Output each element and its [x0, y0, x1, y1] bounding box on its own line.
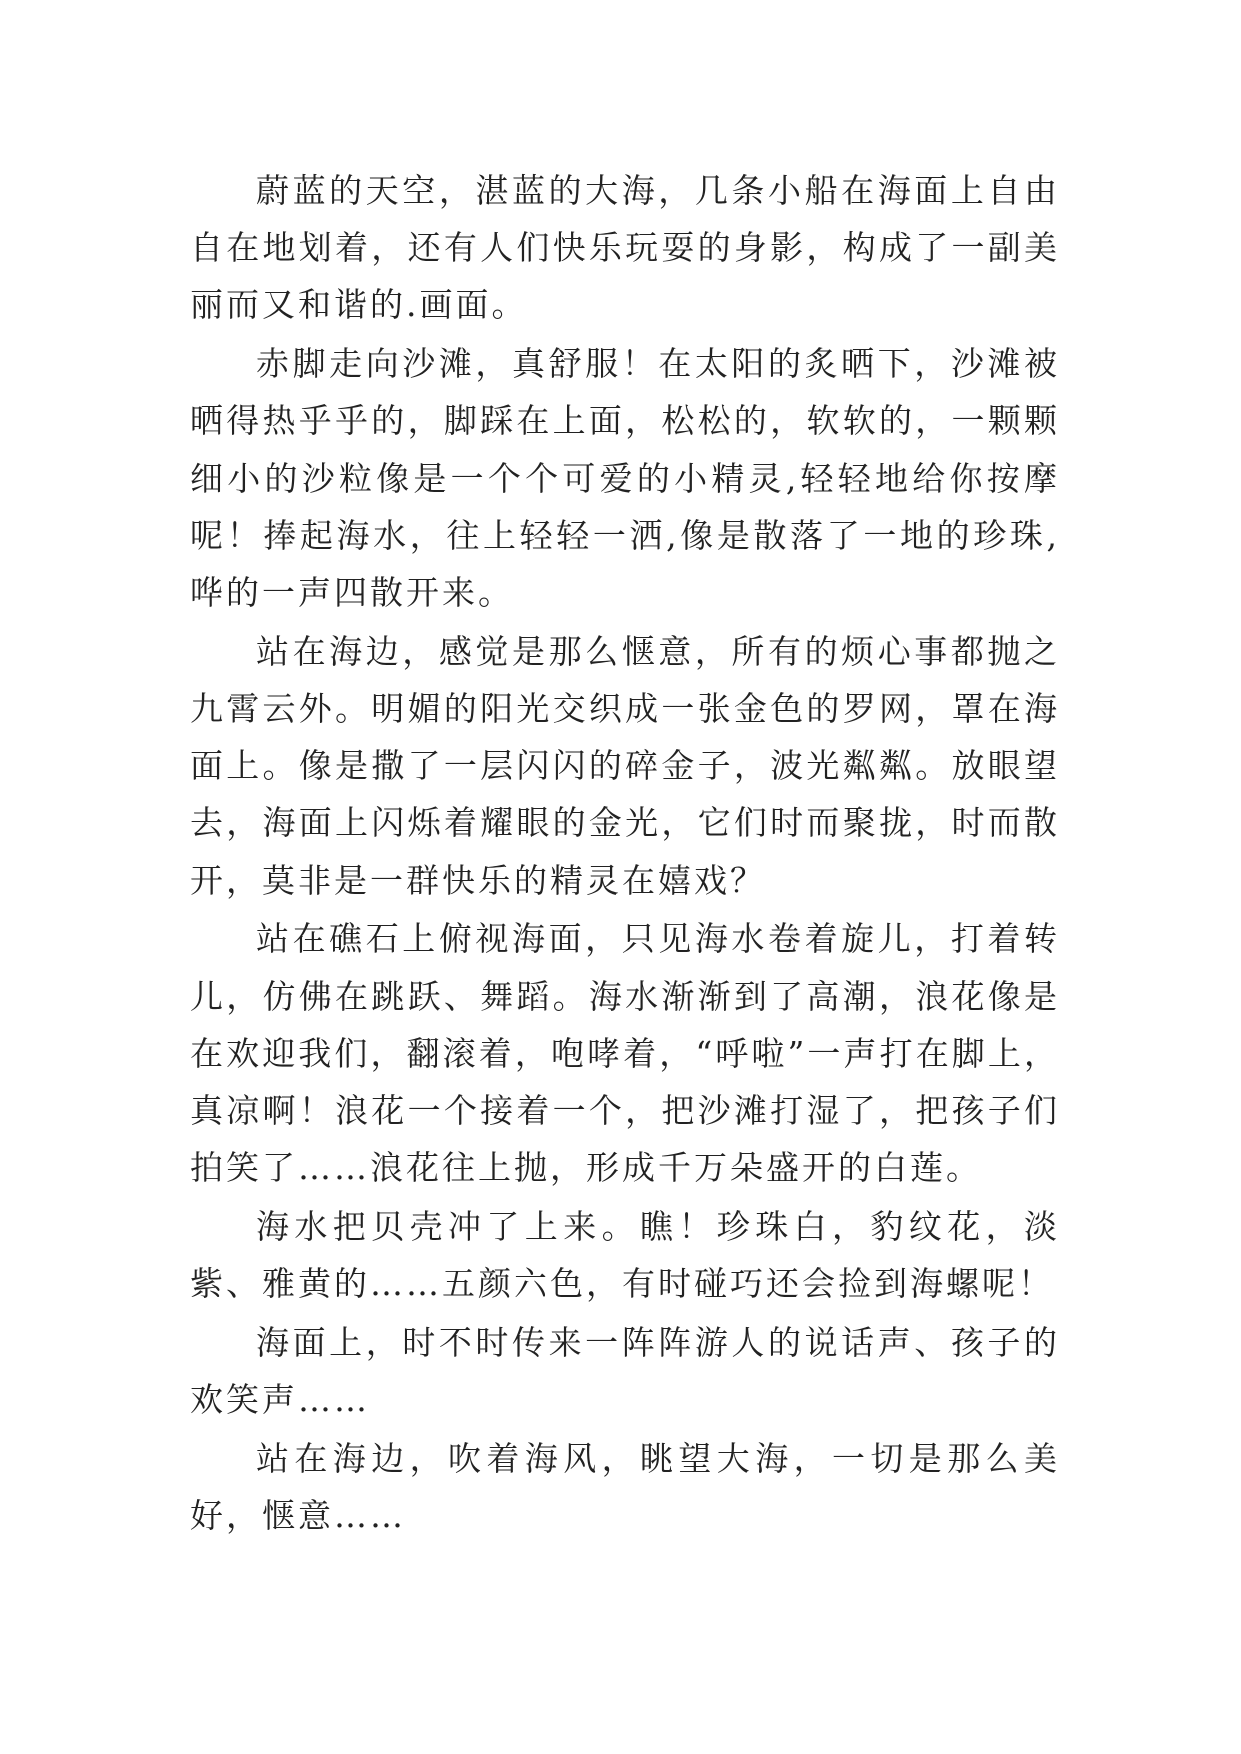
- paragraph: 赤脚走向沙滩，真舒服！在太阳的炙晒下，沙滩被晒得热乎乎的，脚踩在上面，松松的，软软的，一颗颗细小的沙粒像是一个个可爱的小精灵,轻轻地给你按摩呢！捧起海水，往上轻轻一洒,像是散落了一地的珍珠,哗的一声四散开来。: [190, 344, 1060, 613]
- paragraph: 蔚蓝的天空，湛蓝的大海，几条小船在海面上自由自在地划着，还有人们快乐玩耍的身影，构成了一副美丽而又和谐的.画面。: [190, 171, 1060, 325]
- paragraph: 站在海边，感觉是那么惬意，所有的烦心事都抛之九霄云外。明媚的阳光交织成一张金色的罗网，罩在海面上。像是撒了一层闪闪的碎金子，波光粼粼。放眼望去，海面上闪烁着耀眼的金光，它们时而聚拢，时而散开，莫非是一群快乐的精灵在嬉戏？: [190, 631, 1060, 900]
- paragraph: 站在海边，吹着海风，眺望大海，一切是那么美好，惬意……: [190, 1439, 1060, 1536]
- paragraph: 海面上，时不时传来一阵阵游人的说话声、孩子的欢笑声……: [190, 1323, 1060, 1420]
- essay-body: [190, 162, 1060, 1546]
- paragraph: 站在礁石上俯视海面，只见海水卷着旋儿，打着转儿，仿佛在跳跃、舞蹈。海水渐渐到了高潮，浪花像是在欢迎我们，翻滚着，咆哮着，“呼啦”一声打在脚上，真凉啊！浪花一个接着一个，把沙滩打湿了，把孩子们拍笑了……浪花往上抛，形成千万朵盛开的白莲。: [190, 919, 1060, 1188]
- paragraph: 海水把贝壳冲了上来。瞧！珍珠白，豹纹花，淡紫、雅黄的……五颜六色，有时碰巧还会捡到海螺呢！: [190, 1207, 1060, 1304]
